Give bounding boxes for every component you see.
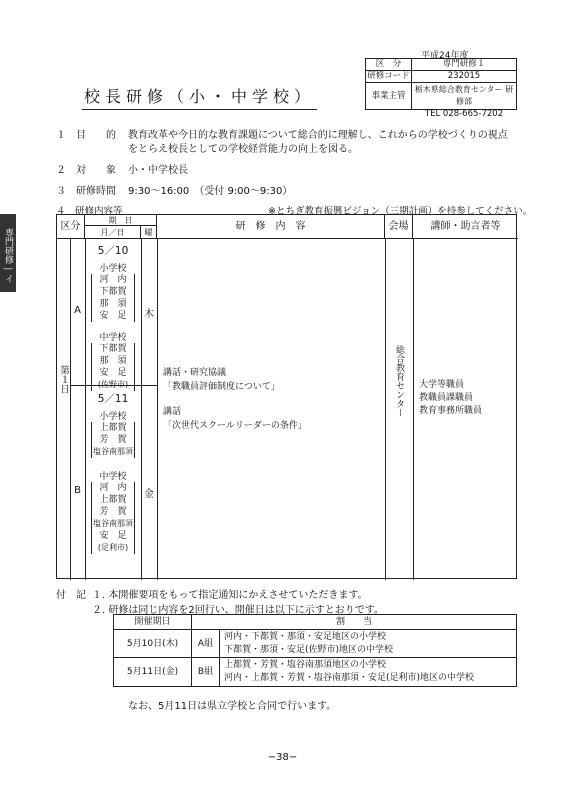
area-name: 芳 賀: [99, 507, 127, 517]
schedule-row: [114, 658, 516, 686]
schedule-date: 5月10日(木): [114, 630, 192, 657]
group-b-date: 5／11: [97, 393, 129, 405]
area-note: (足利市): [97, 543, 129, 552]
day-label: 第１日: [58, 365, 69, 394]
note-item: １. 本開催要項をもって指定通知にかえさせていただきます。: [92, 590, 368, 601]
schedule-line: 河内・上都賀・芳賀・塩谷南那須・安足(足利市)地区の中学校: [224, 673, 475, 683]
lecturer-list: [419, 379, 482, 418]
content-item: [163, 405, 307, 433]
area-name: 安 足: [99, 311, 127, 321]
content-type: 講話: [163, 407, 182, 417]
lecturer: 教育事務所職員: [419, 406, 483, 416]
col-venue: 会場: [385, 215, 413, 239]
header-info-table: [365, 58, 517, 119]
group-b-jhs-label: 中学校: [99, 472, 127, 482]
schedule-header-assign: 割 当: [335, 617, 372, 627]
purpose-text-2: をとらえ校長としての学校経営能力の向上を図る。: [128, 144, 358, 155]
purpose-text-1: 教育改革や今日的な教育課題について総合的に理解し、これからの学校づくりの視点: [128, 130, 508, 141]
col-content: 研 修 内 容: [157, 215, 385, 239]
area-note: 塩谷南那須: [93, 447, 133, 456]
group-b-label: B: [74, 485, 81, 496]
schedule-line: 河内・下都賀・那須・安足地区の小学校: [224, 632, 387, 642]
col-weekday: 曜: [141, 226, 157, 239]
training-table: [56, 214, 517, 579]
purpose-label: １ 目 的: [56, 130, 116, 141]
notes-label: 付 記: [56, 590, 86, 601]
area-note: 塩谷南那須: [93, 519, 133, 528]
group-b-weekday: 金: [144, 489, 154, 500]
lecturer: 教職員課職員: [419, 393, 474, 403]
target-text: 小・中学校長: [128, 165, 188, 176]
schedule-header-date: 開催期日: [114, 615, 192, 629]
area-note: (佐野市): [97, 380, 129, 389]
content-item: [163, 366, 280, 394]
col-kubun: 区分: [57, 215, 85, 239]
area-name: 芳 賀: [99, 435, 127, 445]
fiscal-year: 平成24年度: [421, 51, 469, 61]
col-lecturer: 講師・助言者等: [430, 221, 501, 232]
schedule-row: [114, 630, 516, 658]
target-label: ２ 対 象: [56, 165, 116, 176]
area-name: 上都賀: [99, 423, 127, 433]
group-a-jhs-label: 中学校: [99, 333, 127, 343]
col-month-day: 月／日: [85, 226, 141, 239]
footnote: なお、5月11日は県立学校と合同で行います。: [128, 701, 337, 712]
group-a-label: A: [74, 305, 81, 316]
side-tab: 専門研修―イ: [0, 214, 16, 292]
header-key: 事業主管: [366, 83, 412, 109]
schedule-line: 下都賀・那須・安足(佐野市)地区の中学校: [224, 645, 394, 655]
time-label: ３ 研修時間: [56, 186, 116, 197]
area-name: 河 内: [99, 483, 127, 493]
area-name: 那 須: [99, 299, 127, 309]
group-a-weekday: 木: [144, 309, 154, 320]
lecturer: 大学等職員: [419, 380, 465, 390]
schedule-date: 5月11日(金): [114, 658, 192, 686]
time-text: 9:30〜16:00 （受付 9:00〜9:30）: [128, 186, 293, 197]
content-title: 「教職員評価制度について」: [163, 382, 280, 392]
area-name: 河 内: [99, 275, 127, 285]
page-number: −38−: [267, 752, 298, 763]
area-name: 安 足: [99, 368, 127, 378]
page-title: 校長研修（小・中学校）: [82, 84, 317, 110]
header-value: 栃木県総合教育センター 研修部: [414, 85, 514, 106]
schedule-group: B組: [192, 658, 220, 686]
header-value: 専門研修１: [442, 59, 486, 69]
area-name: 安 足: [99, 531, 127, 541]
group-a-date: 5／10: [97, 245, 129, 257]
header-phone: TEL 028-665-7202: [424, 109, 504, 119]
content-title: 「次世代スクールリーダーの条件」: [163, 421, 307, 431]
note-item: ２. 研修は同じ内容を2回行い、開催日は以下に示すとおりです。: [92, 605, 384, 616]
content-note: ※とちぎ教育振興ビジョン（三期計画）を持参してください。: [268, 206, 533, 217]
header-key: 区 分: [366, 59, 412, 70]
venue: 総合教育センター: [394, 345, 404, 417]
header-value: 232015: [447, 71, 481, 81]
group-a-elem-label: 小学校: [99, 264, 127, 274]
area-name: 下都賀: [99, 344, 127, 354]
area-name: 上都賀: [99, 495, 127, 505]
group-b-elem-label: 小学校: [99, 412, 127, 422]
area-name: 下都賀: [99, 287, 127, 297]
schedule-group: A組: [192, 630, 220, 657]
area-name: 那 須: [99, 356, 127, 366]
content-label: ４ 研修内容等: [56, 206, 123, 217]
schedule-table: [113, 614, 517, 687]
col-kijitsu: 期 日: [85, 215, 157, 226]
header-key: 研修コード: [366, 71, 412, 82]
content-type: 講話・研究協議: [163, 368, 227, 378]
schedule-line: 上都賀・芳賀・塩谷南那須地区の小学校: [224, 660, 387, 670]
